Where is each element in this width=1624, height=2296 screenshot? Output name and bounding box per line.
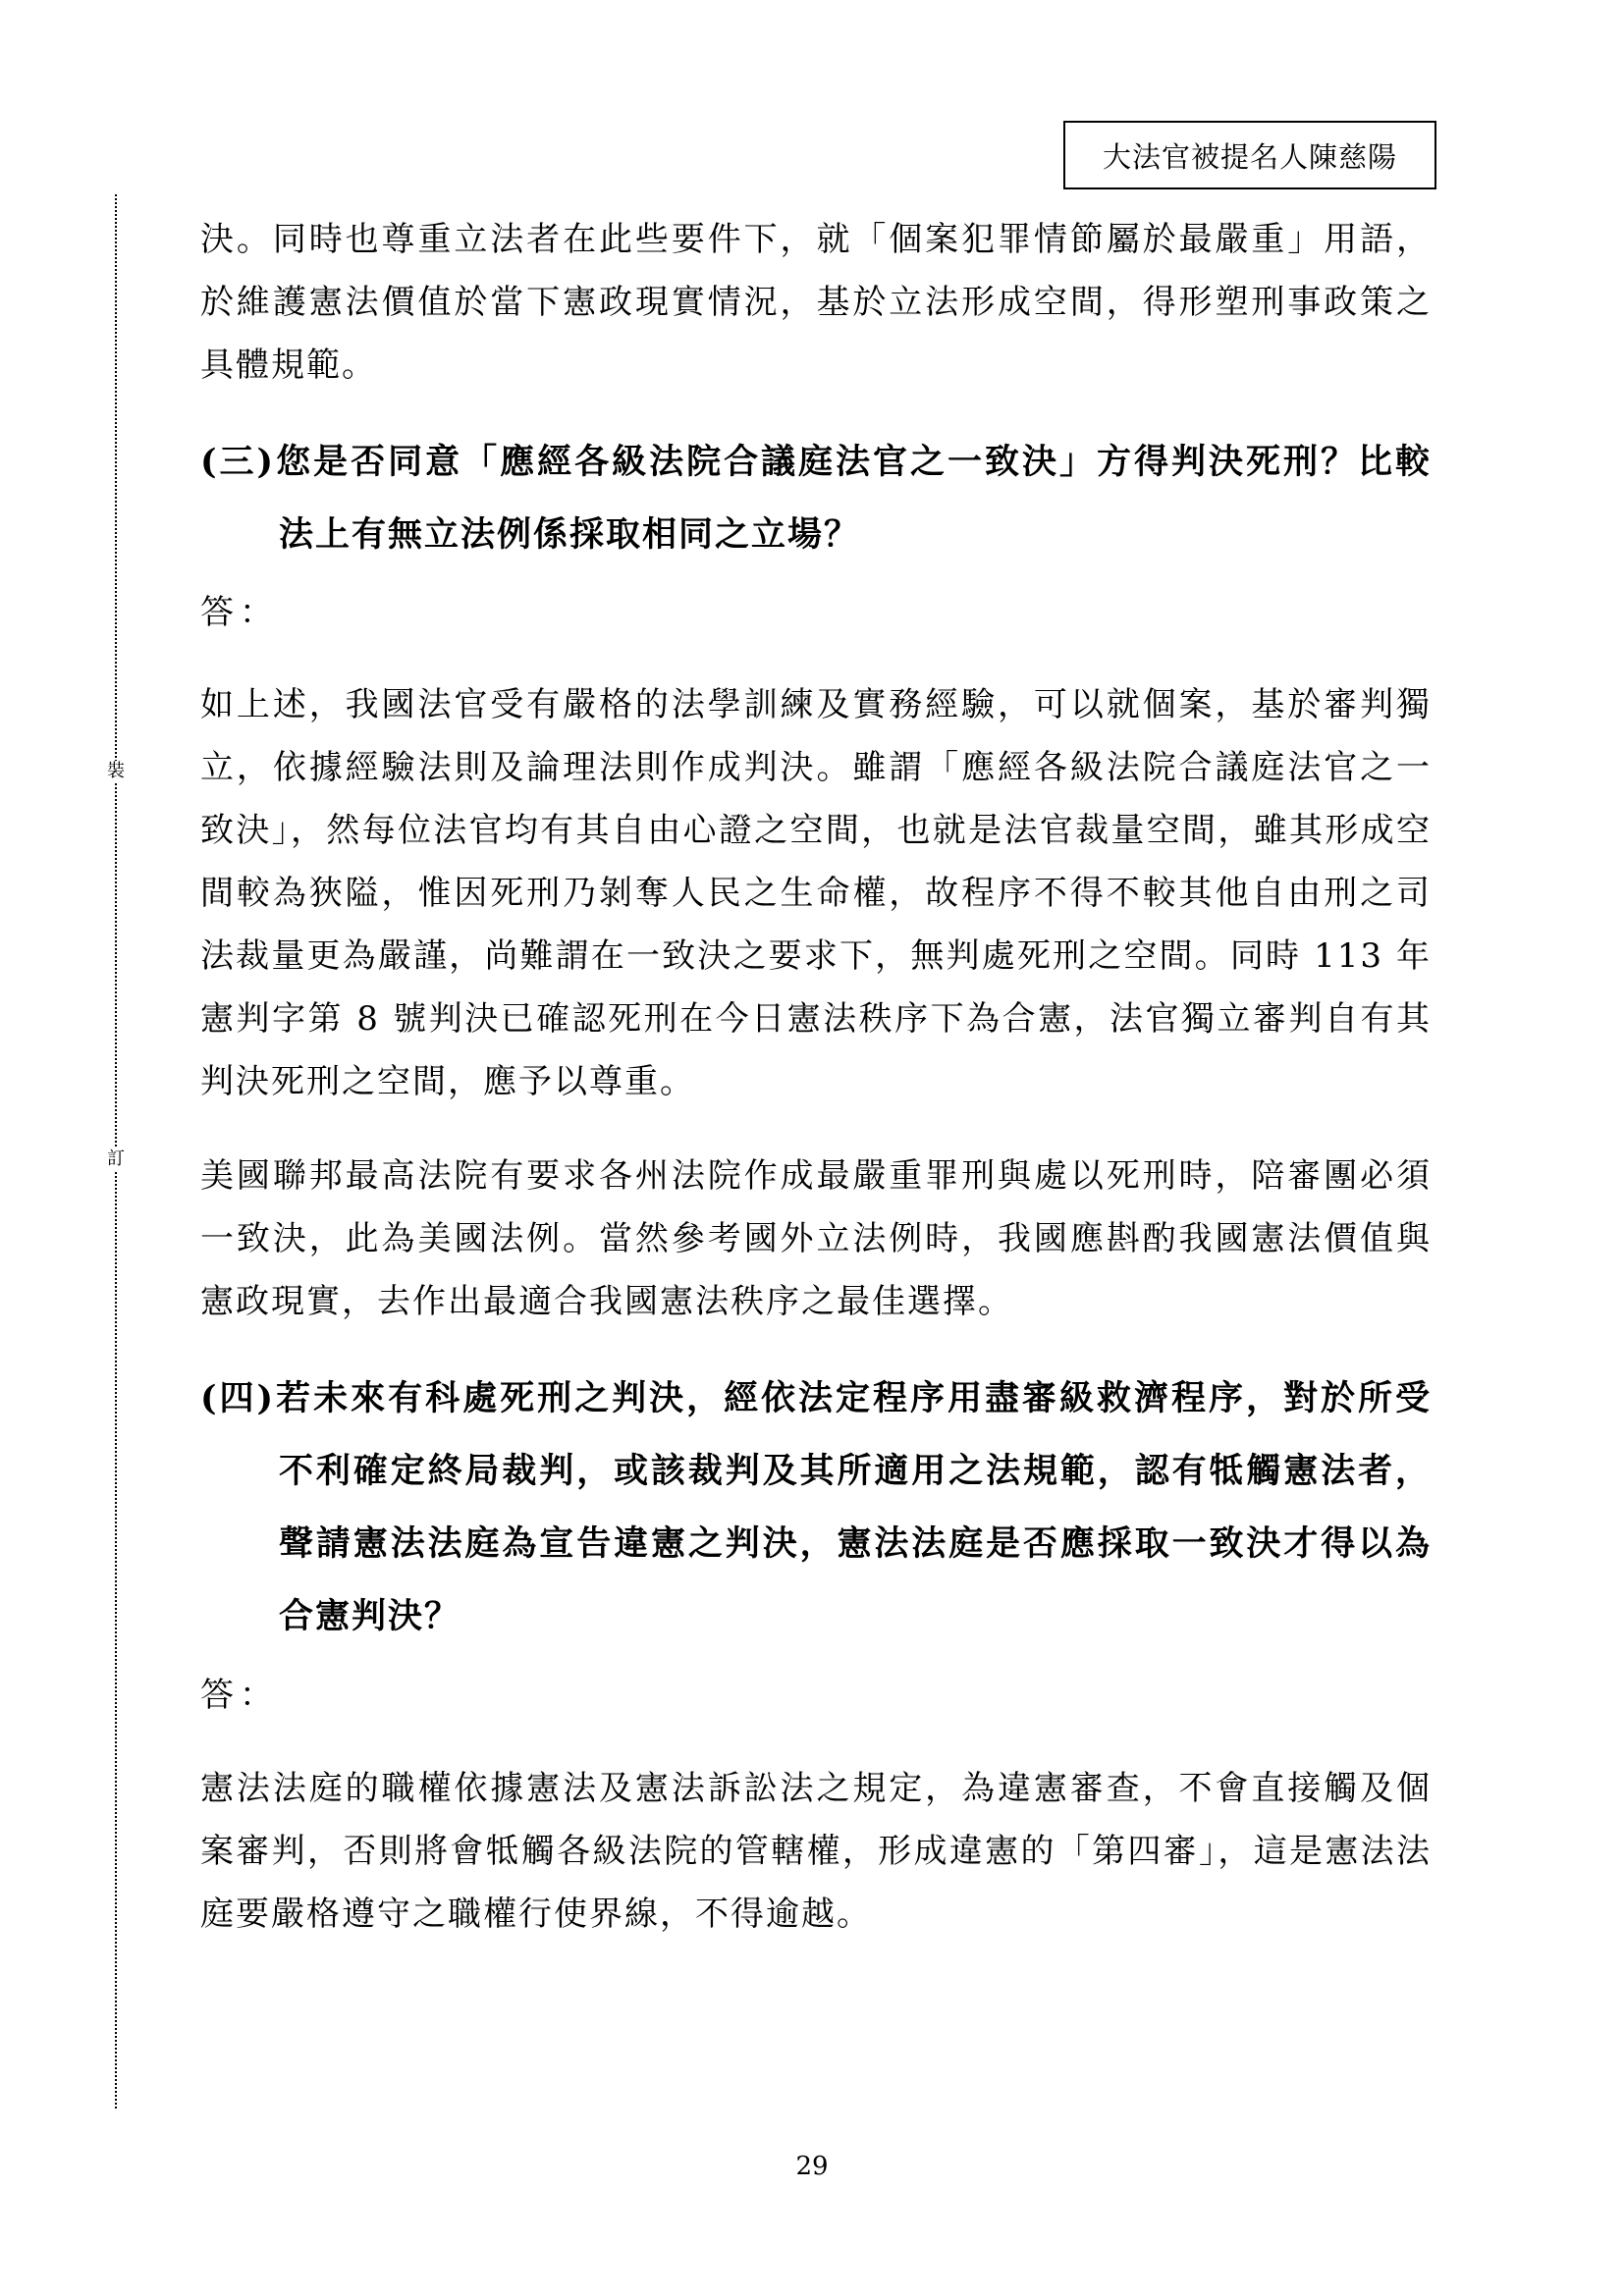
binding-label-zhuang: 裝 bbox=[102, 761, 130, 782]
question-4-heading: (四)若未來有科處死刑之判決，經依法定程序用盡審級救濟程序，對於所受不利確定終局裁判，或該裁判及其所適用之法規範，認有牴觸憲法者，聲請憲法法庭為宣告違憲之判決，憲法法庭是否應採取一致決才得以為合憲判決？ bbox=[200, 1378, 1432, 1636]
question-4-answer-paragraph-1: 憲法法庭的職權依據憲法及憲法訴訟法之規定，為違憲審查，不會直接觸及個案審判，否則將會牴觸各級法院的管轄權，形成違憲的「第四審」，這是憲法法庭要嚴格遵守之職權行使界線，不得逾越。 bbox=[200, 1769, 1432, 1934]
nominee-header-text: 大法官被提名人陳慈陽 bbox=[1102, 139, 1397, 174]
nominee-header-box bbox=[1063, 121, 1436, 189]
question-3-answer-paragraph-1: 如上述，我國法官受有嚴格的法學訓練及實務經驗，可以就個案，基於審判獨立，依據經驗法則及論理法則作成判決。雖謂「應經各級法院合議庭法官之一致決」，然每位法官均有其自由心證之空間，也就是法官裁量空間，雖其形成空間較為狹隘，惟因死刑乃剝奪人民之生命權，故程序不得不較其他自由刑之司法裁量更為嚴謹，尚難謂在一致決之要求下，無判處死刑之空間。同時 113 年憲判字第 8 號判決已確認死刑在今日憲法秩序下為合憲，法官獨立審判自有其判決死刑之空間，應予以尊重。 bbox=[200, 685, 1432, 1101]
question-3-answer-paragraph-2: 美國聯邦最高法院有要求各州法院作成最嚴重罪刑與處以死刑時，陪審團必須一致決，此為美國法例。當然參考國外立法例時，我國應斟酌我國憲法價值與憲政現實，去作出最適合我國憲法秩序之最佳選擇。 bbox=[200, 1156, 1432, 1321]
question-4-answer-label: 答： bbox=[200, 1676, 279, 1715]
binding-label-ding: 訂 bbox=[102, 1148, 130, 1170]
question-3-heading: (三)您是否同意「應經各級法院合議庭法官之一致決」方得判決死刑？比較法上有無立法例係採取相同之立場？ bbox=[200, 442, 1432, 555]
intro-paragraph: 決。同時也尊重立法者在此些要件下，就「個案犯罪情節屬於最嚴重」用語，於維護憲法價值於當下憲政現實情況，基於立法形成空間，得形塑刑事政策之具體規範。 bbox=[200, 220, 1432, 385]
page-number: 29 bbox=[795, 2152, 829, 2181]
question-3-answer-label: 答： bbox=[200, 593, 279, 632]
